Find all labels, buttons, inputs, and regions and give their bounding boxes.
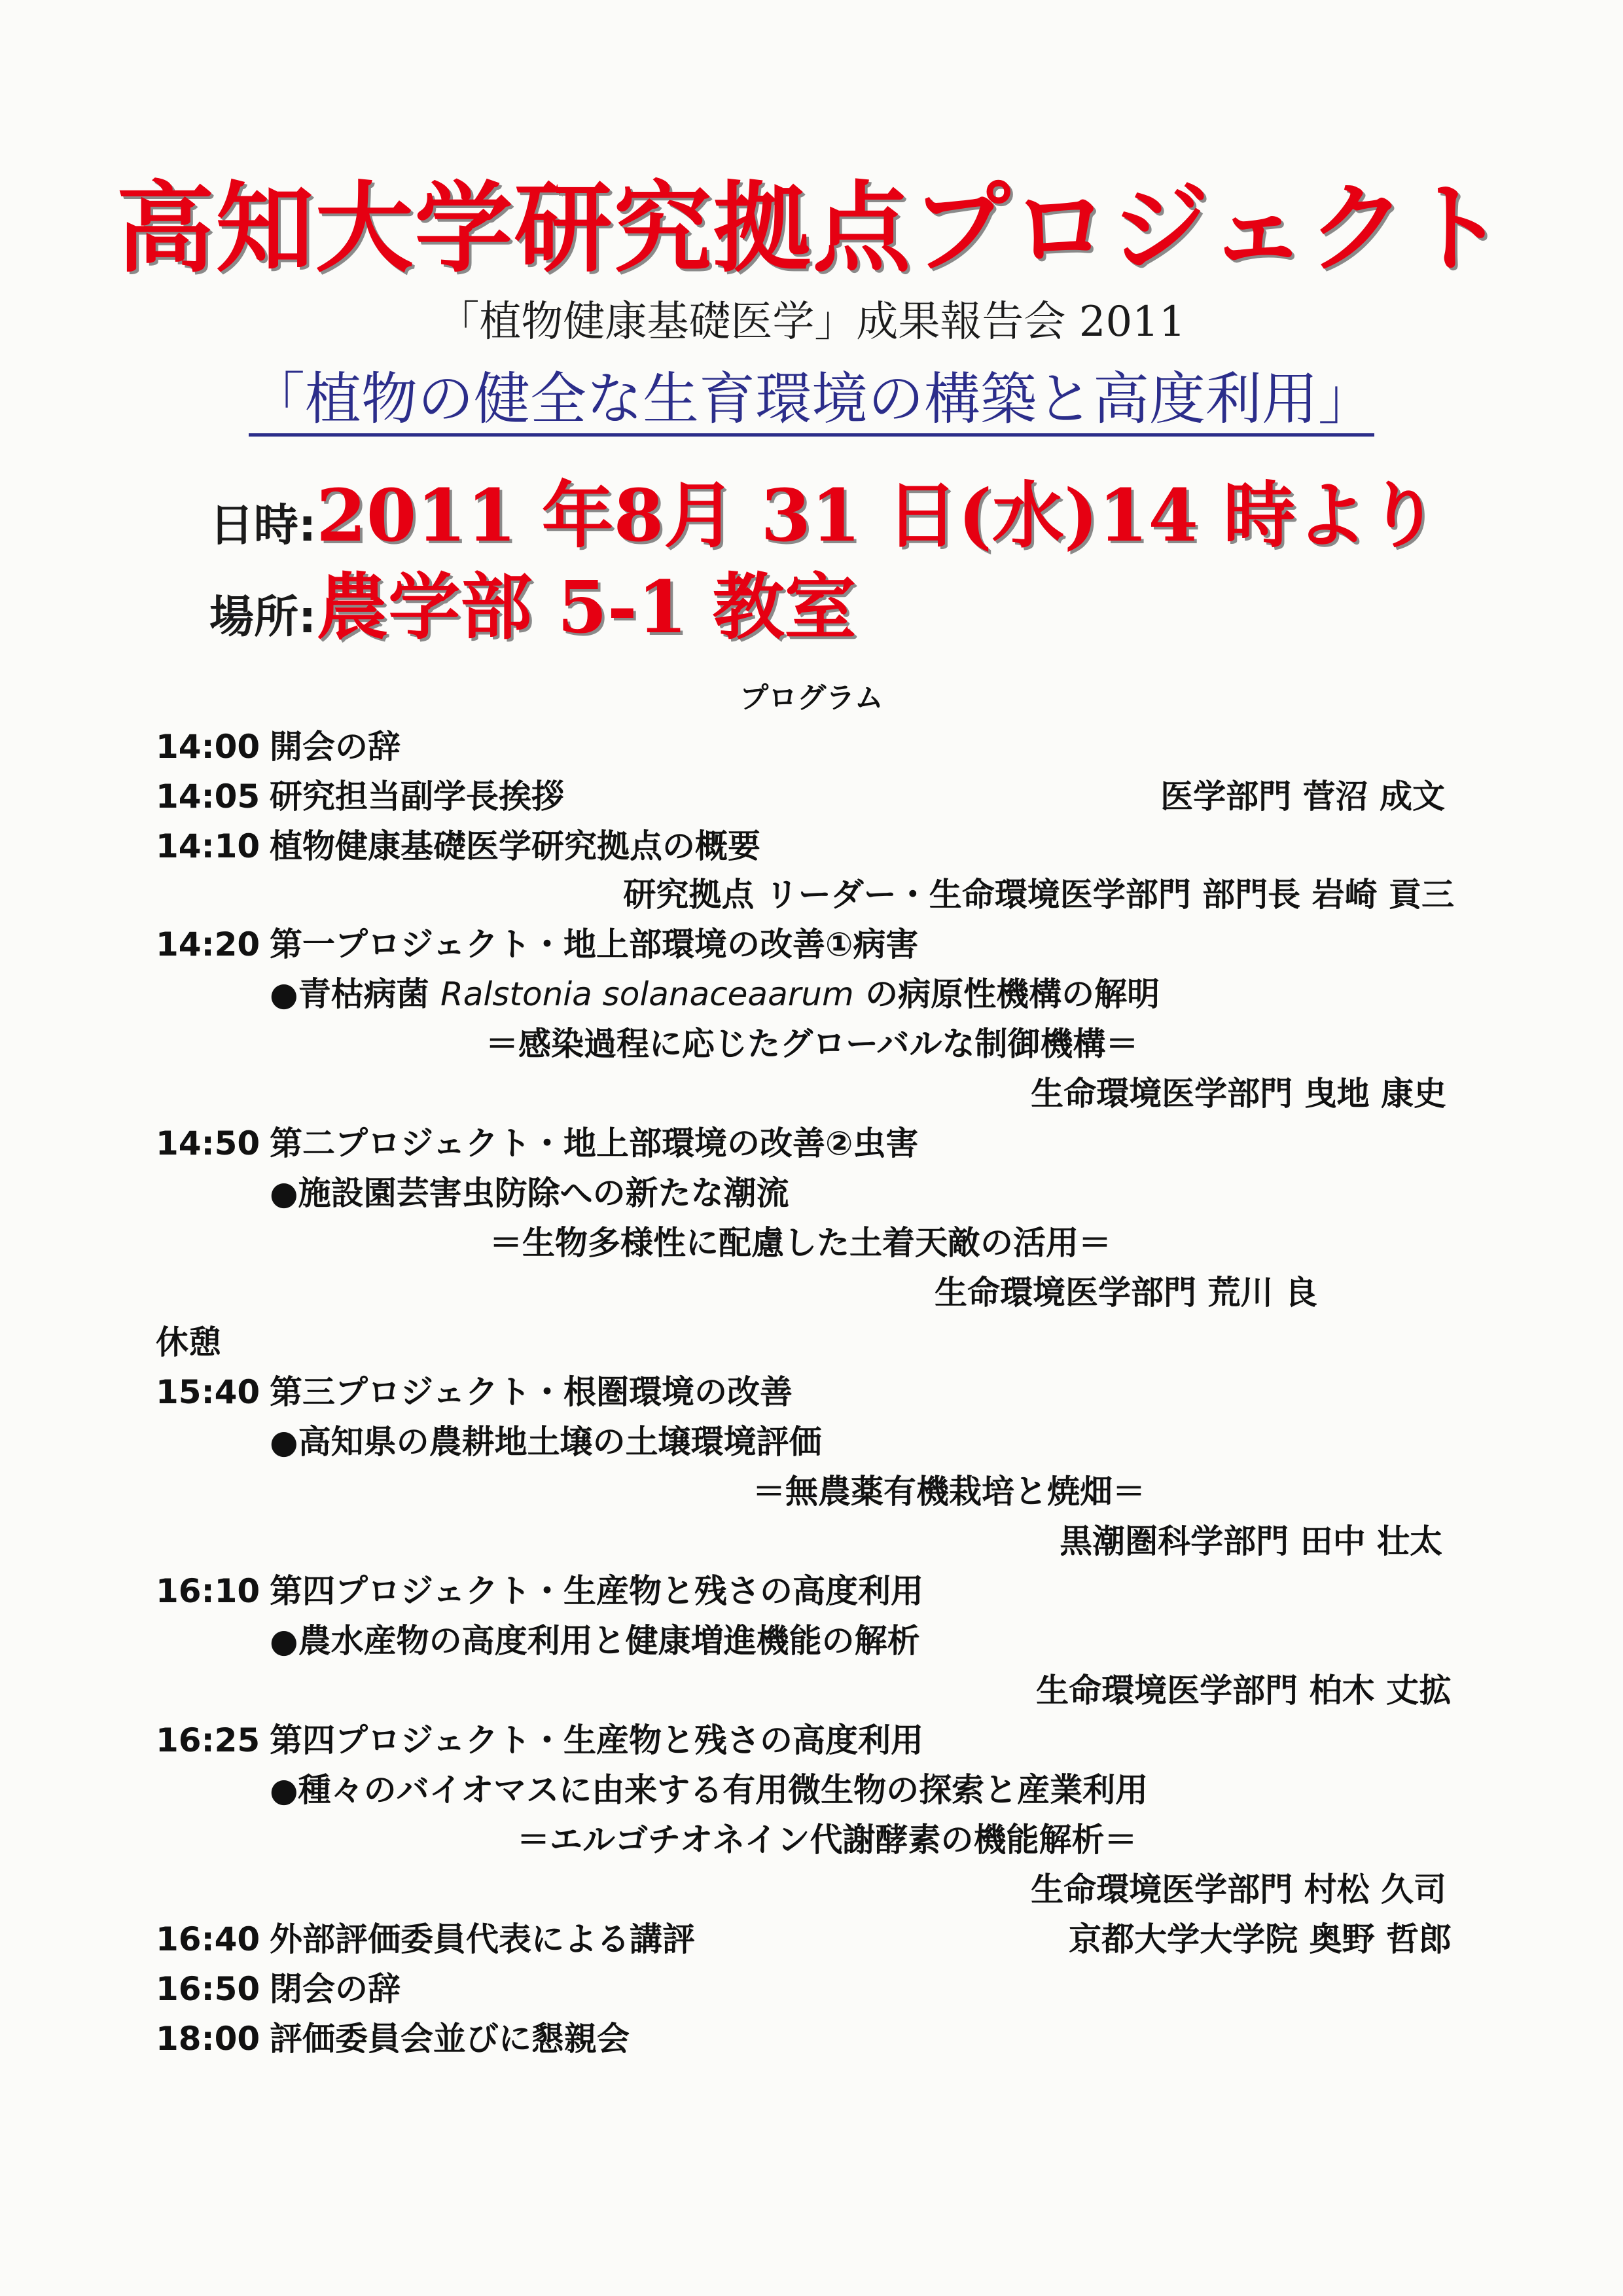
venue-value: 農学部 5-1 教室	[316, 565, 857, 649]
break-label: 休憩	[156, 1323, 221, 1361]
program-heading: プログラム	[740, 681, 883, 715]
program-item: 第四プロジェクト・生産物と残さの高度利用	[270, 1721, 923, 1759]
program-item: 第一プロジェクト・地上部環境の改善①病害	[270, 925, 919, 963]
program-item: 閉会の辞	[270, 1970, 401, 2008]
event-theme-text: 「植物の健全な生育環境の構築と高度利用」	[249, 367, 1374, 437]
program-item: 開会の辞	[270, 728, 401, 766]
program-time: 16:50	[156, 1970, 260, 2008]
event-theme	[0, 353, 1623, 435]
program-topic	[270, 974, 1160, 1014]
program-topic-suffix: の病原性機構の解明	[853, 975, 1160, 1013]
program-speaker: 京都大学大学院 奥野 哲郎	[1069, 1920, 1452, 1958]
venue-line	[209, 550, 857, 653]
program-subtopic: ＝感染過程に応じたグローバルな制御機構＝	[486, 1025, 1139, 1063]
event-subtitle: 「植物健康基礎医学」成果報告会 2011	[437, 298, 1186, 346]
datetime-label: 日時:	[209, 500, 317, 552]
program-topic-species: Ralstonia solanaceaarum	[440, 975, 854, 1013]
venue-label: 場所:	[209, 592, 317, 643]
program-subtopic: ＝生物多様性に配慮した土着天敵の活用＝	[490, 1224, 1111, 1262]
program-speaker: 生命環境医学部門 柏木 丈拡	[1036, 1672, 1452, 1710]
program-topic: ●農水産物の高度利用と健康増進機能の解析	[270, 1622, 920, 1660]
program-time: 18:00	[156, 2020, 260, 2058]
program-speaker: 生命環境医学部門 村松 久司	[1031, 1871, 1446, 1909]
program-subtopic: ＝エルゴチオネイン代謝酵素の機能解析＝	[517, 1821, 1137, 1859]
program-subtopic: ＝無農薬有機栽培と焼畑＝	[753, 1473, 1145, 1511]
program-time: 16:40	[156, 1920, 260, 1958]
program-time: 14:00	[156, 728, 260, 766]
program-item: 第三プロジェクト・根圏環境の改善	[270, 1373, 793, 1411]
program-item: 外部評価委員代表による講評	[270, 1920, 695, 1958]
program-time: 14:20	[156, 925, 260, 963]
program-time: 14:10	[156, 827, 260, 865]
program-speaker: 研究拠点 リーダー・生命環境医学部門 部門長 岩崎 貢三	[623, 876, 1454, 914]
program-item: 研究担当副学長挨拶	[270, 778, 564, 816]
program-speaker: 医学部門 菅沼 成文	[1160, 778, 1445, 816]
program-time: 15:40	[156, 1373, 260, 1411]
program-topic: ●高知県の農耕地土壌の土壌環境評価	[270, 1423, 822, 1461]
program-time: 14:05	[156, 778, 260, 816]
program-item: 植物健康基礎医学研究拠点の概要	[270, 827, 760, 865]
program-time: 16:25	[156, 1721, 260, 1759]
program-speaker: 生命環境医学部門 荒川 良	[935, 1274, 1317, 1312]
program-topic: ●種々のバイオマスに由来する有用微生物の探索と産業利用	[270, 1771, 1149, 1809]
program-item: 第四プロジェクト・生産物と残さの高度利用	[270, 1572, 923, 1610]
program-speaker: 黒潮圏科学部門 田中 壮太	[1060, 1522, 1442, 1560]
program-topic: ●施設園芸害虫防除への新たな潮流	[270, 1174, 789, 1212]
program-time: 14:50	[156, 1124, 260, 1162]
datetime-value: 2011 年8月 31 日(水)14 時より	[316, 473, 1440, 558]
program-topic-prefix: ●青枯病菌	[270, 975, 441, 1013]
program-time: 16:10	[156, 1572, 260, 1610]
page-title: 高知大学研究拠点プロジェクト	[116, 171, 1507, 286]
program-item: 第二プロジェクト・地上部環境の改善②虫害	[270, 1124, 919, 1162]
program-speaker: 生命環境医学部門 曳地 康史	[1031, 1075, 1446, 1113]
program-item: 評価委員会並びに懇親会	[270, 2020, 630, 2058]
datetime-line	[209, 458, 1439, 562]
